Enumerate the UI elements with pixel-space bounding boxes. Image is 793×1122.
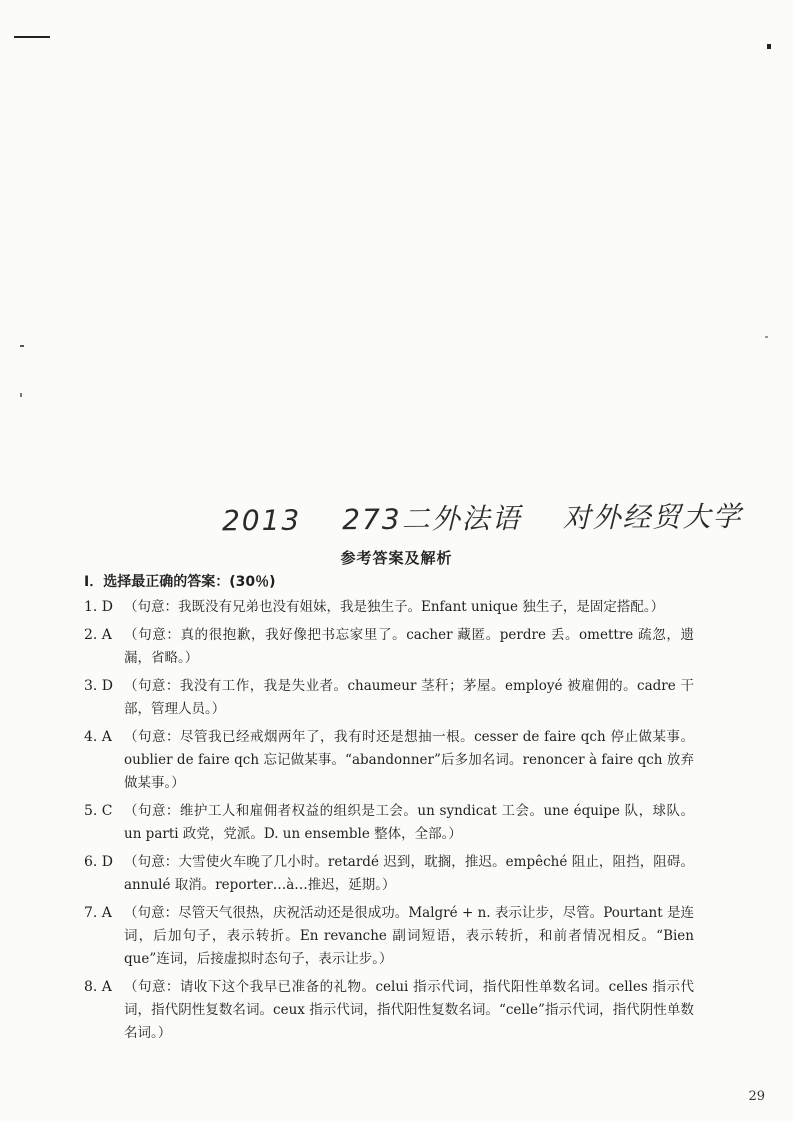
answer-explanation: （句意：尽管我已经戒烟两年了，我有时还是想抽一根。cesser de faire qch 停止做某事。oublier de faire qch 忘记做某事。“abandonner”后多加名词。renoncer à faire qch 放弃做某事。）	[124, 729, 694, 791]
answer-number: 7. A	[84, 905, 112, 921]
answer-explanation: （句意：我没有工作，我是失业者。chaumeur 茎秆；茅屋。employé 被雇佣的。cadre 干部，管理人员。）	[124, 678, 694, 717]
answer-item	[84, 800, 694, 846]
answer-explanation: （句意：真的很抱歉，我好像把书忘家里了。cacher 藏匿。perdre 丢。omettre 疏忽，遗漏，省略。）	[124, 627, 694, 666]
answer-explanation: （句意：我既没有兄弟也没有姐妹，我是独生子。Enfant unique 独生子，是固定搭配。）	[124, 599, 665, 615]
answer-item	[84, 675, 694, 721]
answer-number: 1. D	[84, 599, 114, 615]
scan-mark	[765, 336, 768, 338]
answer-explanation: （句意：大雪使火车晚了几小时。retardé 迟到，耽搁，推迟。empêché 阻止，阻挡，阻碍。annulé 取消。reporter…à…推迟，延期。）	[124, 854, 694, 893]
answer-number: 2. A	[84, 627, 112, 643]
scan-mark	[14, 36, 50, 38]
handwritten-note: 2013 273二外法语 对外经贸大学	[221, 499, 743, 538]
answer-item	[84, 726, 694, 795]
answer-item	[84, 902, 694, 971]
answer-item	[84, 624, 694, 670]
answer-explanation: （句意：请收下这个我早已准备的礼物。celui 指示代词，指代阳性单数名词。celles 指示代词，指代阴性复数名词。ceux 指示代词，指代阳性复数名词。“celle”指示代词，指代阴性单数名词。）	[124, 979, 694, 1041]
answer-number: 4. A	[84, 729, 112, 745]
scan-mark	[20, 393, 22, 397]
answer-explanation: （句意：尽管天气很热，庆祝活动还是很成功。Malgré + n. 表示让步，尽管。Pourtant 是连词，后加句子，表示转折。En revanche 副词短语，表示转折，和前者情况相反。“Bien que”连词，后接虚拟时态句子，表示让步。）	[124, 905, 694, 967]
section-heading: I．选择最正确的答案：(30％)	[84, 574, 276, 590]
answer-explanation: （句意：维护工人和雇佣者权益的组织是工会。un syndicat 工会。une équipe 队，球队。un parti 政党，党派。D. un ensemble 整体，全部。）	[124, 803, 694, 842]
page-number: 29	[748, 1089, 765, 1104]
answer-item	[84, 596, 694, 619]
page-title: 参考答案及解析	[340, 549, 453, 567]
scan-mark	[20, 345, 24, 347]
answer-number: 8. A	[84, 979, 112, 995]
answer-number: 3. D	[84, 678, 114, 694]
answer-number: 6. D	[84, 854, 114, 870]
answer-list	[84, 596, 694, 1050]
scan-mark	[767, 44, 771, 49]
answer-item	[84, 976, 694, 1045]
answer-number: 5. C	[84, 803, 113, 819]
answer-item	[84, 851, 694, 897]
